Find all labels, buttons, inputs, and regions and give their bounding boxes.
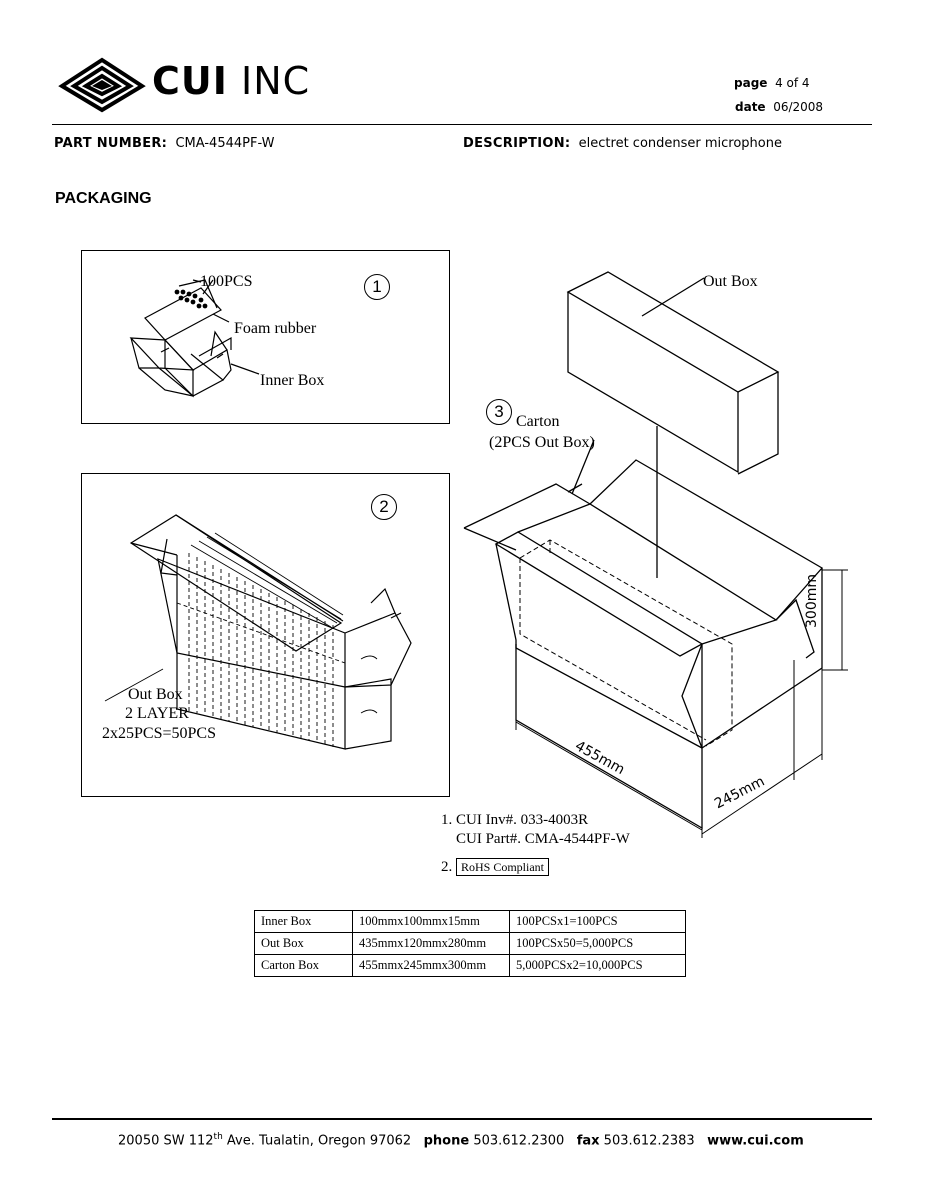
company-logo-text bbox=[152, 59, 311, 103]
description-value: electret condenser microphone bbox=[578, 136, 782, 151]
section-title: PACKAGING bbox=[55, 190, 152, 207]
table-row bbox=[255, 911, 686, 933]
figure-3-number: 3 bbox=[486, 399, 512, 425]
footer-address-sup: th bbox=[213, 1132, 223, 1142]
label-inner-box: Inner Box bbox=[260, 372, 325, 389]
table-cell: 435mmx120mmx280mm bbox=[353, 933, 510, 955]
packaging-spec-table bbox=[254, 910, 686, 977]
label-out-box-fig3: Out Box bbox=[703, 273, 758, 290]
dim-length: 455mm bbox=[572, 738, 628, 779]
footer-divider bbox=[52, 1118, 872, 1120]
label-2-layer: 2 LAYER bbox=[125, 705, 189, 722]
page-value: 4 of 4 bbox=[775, 76, 810, 90]
footer bbox=[118, 1132, 804, 1148]
footer-phone-value: 503.612.2300 bbox=[473, 1133, 565, 1149]
footer-fax-value: 503.612.2383 bbox=[603, 1133, 695, 1149]
date-info bbox=[735, 100, 823, 114]
date-value: 06/2008 bbox=[773, 100, 824, 114]
note-2-number: 2. bbox=[441, 859, 453, 875]
dim-height: 300mm bbox=[804, 574, 820, 628]
label-carton-sub: (2PCS Out Box) bbox=[489, 434, 595, 451]
footer-address-a: 20050 SW 112 bbox=[118, 1133, 214, 1149]
footer-phone-label: phone bbox=[423, 1133, 470, 1149]
table-cell: Carton Box bbox=[255, 955, 353, 977]
label-foam-rubber: Foam rubber bbox=[234, 320, 317, 337]
note-2 bbox=[441, 859, 549, 876]
note-part: CUI Part#. CMA-4544PF-W bbox=[456, 831, 630, 847]
company-suffix: INC bbox=[240, 59, 311, 103]
part-number-value: CMA-4544PF-W bbox=[175, 136, 275, 151]
page-label: page bbox=[734, 76, 768, 90]
description bbox=[463, 136, 782, 151]
label-out-box-fig2: Out Box bbox=[128, 686, 183, 703]
note-inv: 1. CUI Inv#. 033-4003R bbox=[441, 812, 589, 828]
table-cell: 5,000PCSx2=10,000PCS bbox=[510, 955, 686, 977]
company-name: CUI bbox=[152, 59, 228, 103]
page-info bbox=[734, 76, 810, 90]
table-row bbox=[255, 955, 686, 977]
table-cell: Inner Box bbox=[255, 911, 353, 933]
table-cell: 100mmx100mmx15mm bbox=[353, 911, 510, 933]
header-divider bbox=[52, 124, 872, 125]
description-label: DESCRIPTION: bbox=[463, 136, 571, 151]
date-label: date bbox=[735, 100, 766, 114]
part-number-label: PART NUMBER: bbox=[54, 136, 168, 151]
label-carton: Carton bbox=[516, 413, 560, 430]
rohs-badge: RoHS Compliant bbox=[456, 858, 549, 876]
label-count: 2x25PCS=50PCS bbox=[102, 725, 216, 742]
footer-website-link[interactable]: www.cui.com bbox=[707, 1133, 804, 1149]
figure-2-number: 2 bbox=[371, 494, 397, 520]
part-number bbox=[54, 136, 274, 151]
table-cell: Out Box bbox=[255, 933, 353, 955]
table-cell: 100PCSx50=5,000PCS bbox=[510, 933, 686, 955]
footer-address-b: Ave. Tualatin, Oregon 97062 bbox=[222, 1133, 412, 1149]
table-cell: 455mmx245mmx300mm bbox=[353, 955, 510, 977]
footer-fax-label: fax bbox=[576, 1133, 600, 1149]
dim-width: 245mm bbox=[712, 773, 768, 813]
table-cell: 100PCSx1=100PCS bbox=[510, 911, 686, 933]
out-box-illustration bbox=[81, 473, 449, 795]
cui-logo-icon bbox=[58, 52, 148, 114]
table-row bbox=[255, 933, 686, 955]
carton-illustration bbox=[460, 260, 880, 840]
figure-1-number: 1 bbox=[364, 274, 390, 300]
label-100pcs: 100PCS bbox=[200, 273, 253, 290]
